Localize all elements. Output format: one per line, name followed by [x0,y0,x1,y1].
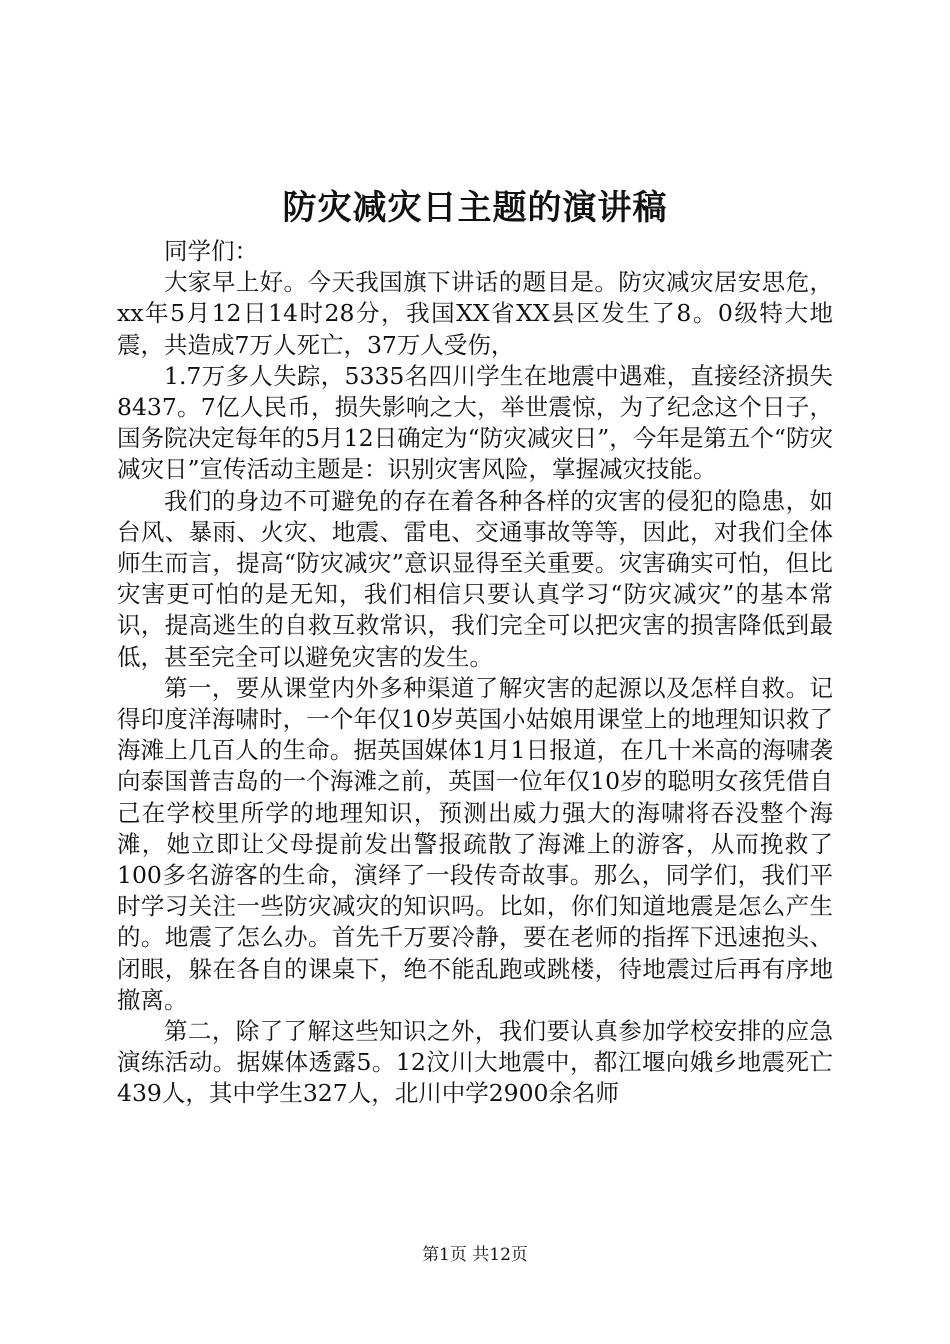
body-paragraph: 第一，要从课堂内外多种渠道了解灾害的起源以及怎样自救。记得印度洋海啸时，一个年仅10岁英国小姑娘用课堂上的地理知识救了海滩上几百人的生命。据英国媒体1月1日报道，在几十米高的海啸袭向泰国普吉岛的一个海滩之前，英国一位年仅10岁的聪明女孩凭借自己在学校里所学的地理知识，预测出威力强大的海啸将吞没整个海滩，她立即让父母提前发出警报疏散了海滩上的游客，从而挽救了100多名游客的生命，演绎了一段传奇故事。那么，同学们，我们平时学习关注一些防灾减灾的知识吗。比如，你们知道地震是怎么产生的。地震了怎么办。首先千万要冷静，要在老师的指挥下迅速抱头、闭眼，躲在各自的课桌下，绝不能乱跑或跳楼，待地震过后再有序地撤离。 [117,673,833,1014]
document-body [117,236,833,1110]
body-paragraph: 第二，除了了解这些知识之外，我们要认真参加学校安排的应急演练活动。据媒体透露5。12汶川大地震中，都江堰向娥乡地震死亡439人，其中学生327人，北川中学2900余名师 [117,1017,833,1108]
document-title: 防灾减灾日主题的演讲稿 [282,188,668,228]
salutation-paragraph: 同学们： [164,237,258,265]
body-paragraph: 我们的身边不可避免的存在着各种各样的灾害的侵犯的隐患，如台风、暴雨、火灾、地震、雷电、交通事故等等，因此，对我们全体师生而言，提高“防灾减灾”意识显得至关重要。灾害确实可怕，但比灾害更可怕的是无知，我们相信只要认真学习“防灾减灾”的基本常识，提高逃生的自救互救常识，我们完全可以把灾害的损害降低到最低，甚至完全可以避免灾害的发生。 [117,486,833,671]
body-paragraph: 1.7万多人失踪，5335名四川学生在地震中遇难，直接经济损失8437。7亿人民币，损失影响之大，举世震惊，为了纪念这个日子，国务院决定每年的5月12日确定为“防灾减灾日”，今年是第五个“防灾减灾日”宣传活动主题是：识别灾害风险，掌握减灾技能。 [117,361,833,484]
page-number-footer: 第1页 共12页 [422,1245,528,1265]
body-paragraph: 大家早上好。今天我国旗下讲话的题目是。防灾减灾居安思危，xx年5月12日14时28分，我国XX省XX县区发生了8。0级特大地震，共造成7万人死亡，37万人受伤， [117,268,833,359]
